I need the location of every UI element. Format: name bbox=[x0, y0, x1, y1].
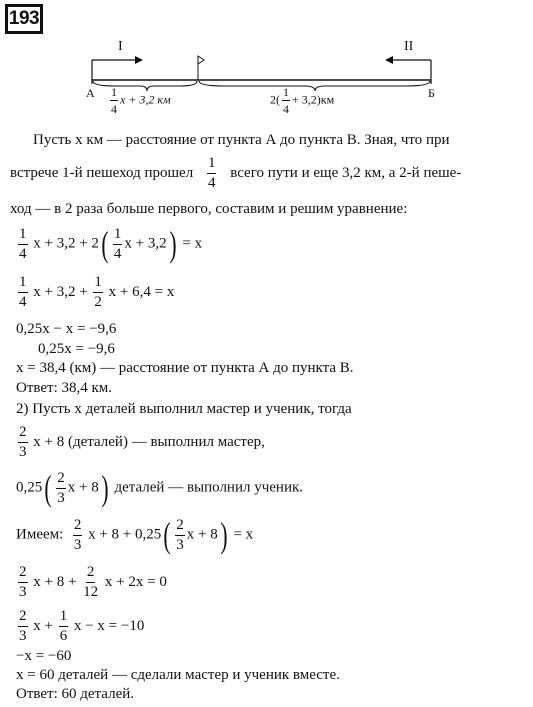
equation-1: $\frac{1}{4}$ x + 3,2 + 2( $\frac{1}{4}$ x + 3,2) = x bbox=[19, 224, 203, 264]
quarter-fraction: $\frac{1}{4}$ bbox=[207, 155, 216, 191]
intro-line-1: Пусть x км — расстояние от пункта А до пункта В. Зная, что при bbox=[33, 132, 450, 148]
part2-line-4: $\frac{2}{3}$ x + 8 + $\frac{2}{12}$ x + 2x = 0 bbox=[19, 564, 167, 600]
left-segment-fraction: $\frac{1}{4}$ bbox=[111, 85, 117, 116]
right-segment-fraction: $\frac{1}{4}$ bbox=[283, 85, 289, 116]
flag-icon bbox=[198, 56, 204, 64]
part2-line-6: −x = −60 bbox=[16, 648, 72, 664]
point-b-label: Б bbox=[428, 86, 435, 100]
part2-line-1: $\frac{2}{3}$ x + 8 (деталей) — выполнил мастер, bbox=[19, 424, 265, 460]
arrow-ii-head bbox=[385, 56, 393, 64]
part2-line-7: x = 60 деталей — сделали мастер и ученик вместе. bbox=[16, 667, 340, 683]
label-ii: II bbox=[404, 39, 414, 54]
equation-4: 0,25x = −9,6 bbox=[38, 341, 115, 357]
intro-line-2: встрече 1-й пешеход прошел $\frac{1}{4}$ всего пути и еще 3,2 км, а 2-й пеше- bbox=[10, 155, 462, 191]
part2-intro: 2) Пусть x деталей выполнил мастер и ученик, тогда bbox=[16, 401, 352, 417]
left-segment-label: $\frac{1}{4}$ x + 3,2 км bbox=[111, 85, 171, 116]
equation-5: x = 38,4 (км) — расстояние от пункта А до пункта В. bbox=[16, 360, 354, 376]
right-segment-label: 2( $\frac{1}{4}$ + 3,2)км bbox=[270, 85, 335, 116]
label-i: I bbox=[118, 39, 123, 54]
answer-2: Ответ: 60 деталей. bbox=[16, 686, 135, 702]
intro-line-3: ход — в 2 раза больше первого, составим и решим уравнение: bbox=[10, 201, 408, 217]
point-a-label: А bbox=[86, 86, 95, 100]
part2-line-3: Имеем: $\frac{2}{3}$ x + 8 + 0,25( $\frac{2}{3}$ x + 8) = x bbox=[16, 515, 254, 555]
answer-1: Ответ: 38,4 км. bbox=[16, 380, 113, 396]
equation-2: $\frac{1}{4}$ x + 3,2 + $\frac{1}{2}$ x + 6,4 = x bbox=[19, 274, 175, 310]
equation-3: 0,25x − x = −9,6 bbox=[16, 321, 117, 337]
part2-line-2: 0,25( $\frac{2}{3}$ x + 8) деталей — выполнил ученик. bbox=[16, 468, 304, 508]
problem-number-badge: 193 bbox=[5, 4, 43, 34]
part2-line-5: $\frac{2}{3}$ x + $\frac{1}{6}$ x − x = −10 bbox=[19, 608, 145, 644]
arrow-i-head bbox=[135, 56, 143, 64]
